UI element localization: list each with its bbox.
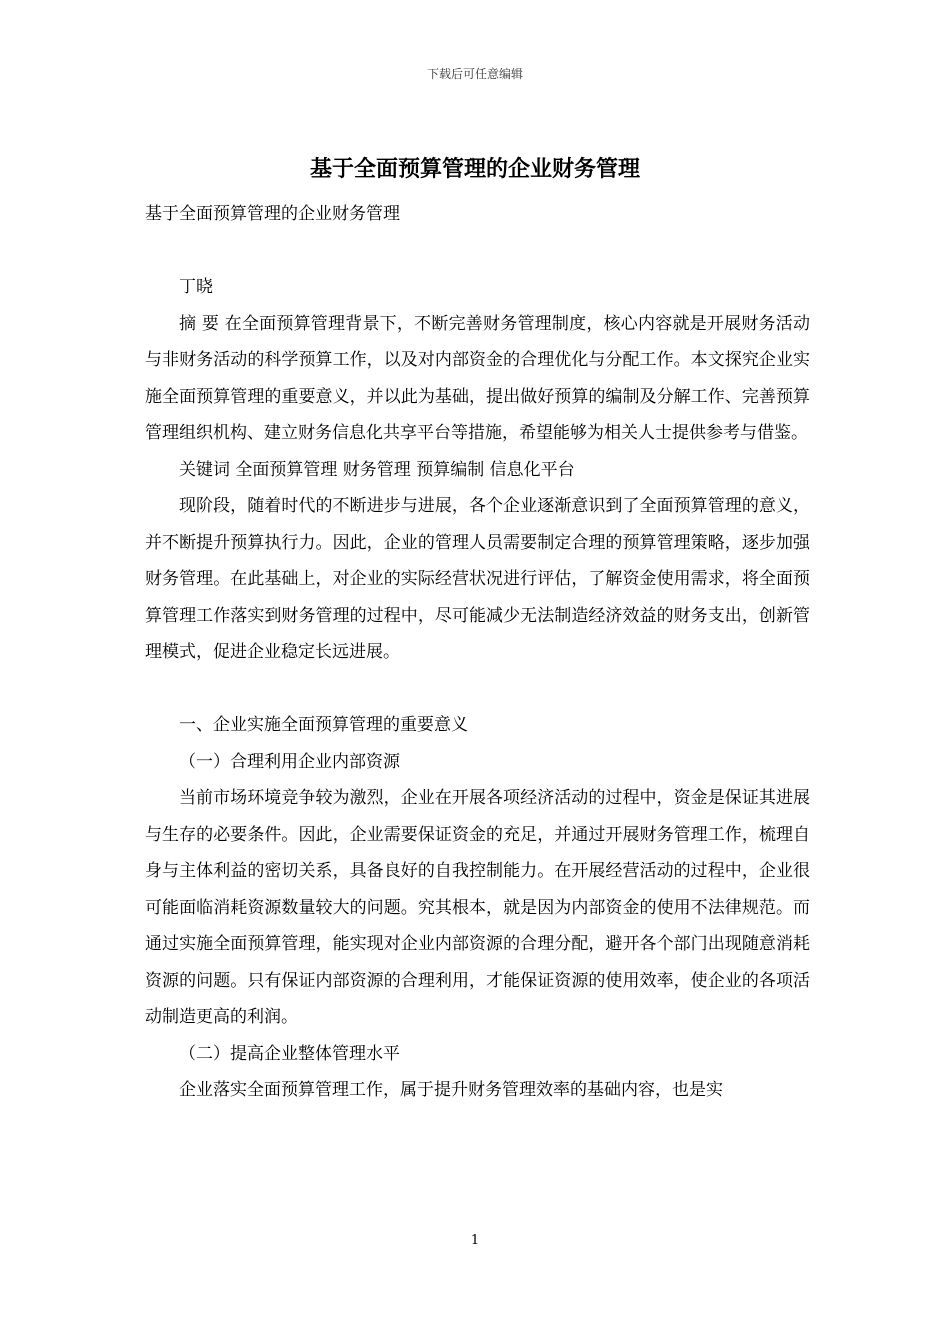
subsection-heading: （一）合理利用企业内部资源: [179, 751, 400, 772]
keywords-line: 关键词 全面预算管理 财务管理 预算编制 信息化平台: [179, 459, 575, 480]
author-name: 丁晓: [179, 277, 213, 297]
section-heading: 一、企业实施全面预算管理的重要意义: [179, 715, 468, 735]
intro-paragraph: 现阶段，随着时代的不断进步与进展，各个企业逐渐意识到了全面预算管理的意义，并不断提升预算执行力。因此，企业的管理人员需要制定合理的预算管理策略，逐步加强财务管理。在此基础上，对企业的实际经营状况进行评估，了解资金使用需求，将全面预算管理工作落实到财务管理的过程中，尽可能减少无法制造经济效益的财务支出，创新管理模式，促进企业稳定长远进展。: [145, 496, 810, 662]
body-paragraph: 企业落实全面预算管理工作，属于提升财务管理效率的基础内容，也是实: [179, 1080, 723, 1100]
page-header: 下载后可任意编辑: [426, 67, 523, 81]
blank-line: [145, 233, 810, 270]
abstract-paragraph: 摘 要 在全面预算管理背景下，不断完善财务管理制度，核心内容就是开展财务活动与非财务活动的科学预算工作，以及对内部资金的合理优化与分配工作。本文探究企业实施全面预算管理的重要意义，并以此为基础，提出做好预算的编制及分解工作、完善预算管理组织机构、建立财务信息化共享平台等措施，希望能够为相关人士提供参考与借鉴。: [145, 313, 810, 443]
document-subtitle: 基于全面预算管理的企业财务管理: [145, 204, 400, 224]
page-number: 1: [470, 1233, 480, 1248]
body-paragraph: 当前市场环境竞争较为激烈，企业在开展各项经济活动的过程中，资金是保证其进展与生存的必要条件。因此，企业需要保证资金的充足，并通过开展财务管理工作，梳理自身与主体利益的密切关系，具备良好的自我控制能力。在开展经营活动的过程中，企业很可能面临消耗资源数量较大的问题。究其根本，就是因为内部资金的使用不法律规范。而通过实施全面预算管理，能实现对企业内部资源的合理分配，避开各个部门出现随意消耗资源的问题。只有保证内部资源的合理利用，才能保证资源的使用效率，使企业的各项活动制造更高的利润。: [145, 788, 810, 1027]
document-body: [145, 196, 810, 1109]
subsection-heading: （二）提高企业整体管理水平: [179, 1043, 400, 1064]
blank-line: [145, 671, 810, 708]
document-title: 基于全面预算管理的企业财务管理: [309, 156, 640, 182]
